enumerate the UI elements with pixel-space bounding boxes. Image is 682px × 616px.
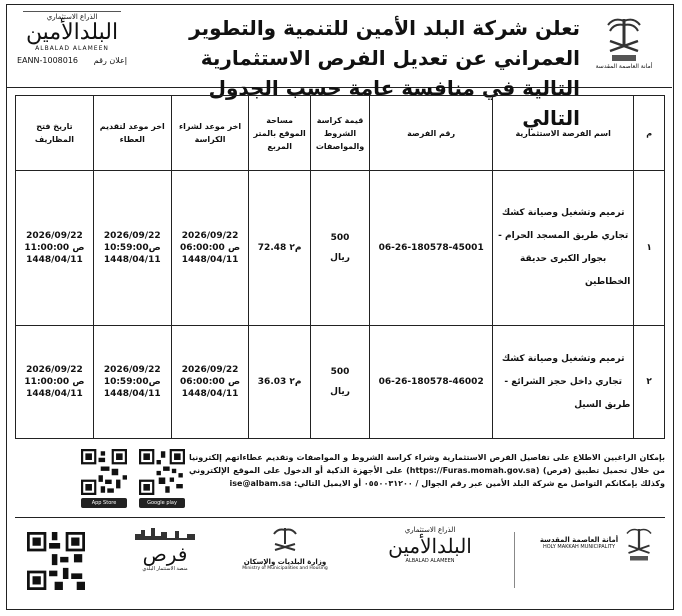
brand-latin: ALBALAD ALAMEEN: [405, 558, 455, 564]
brand-logo: البلدالأمين: [25, 20, 119, 45]
time: 10:59:00ص: [103, 377, 161, 387]
makkah-name-en: HOLY MAKKAH MUNICIPALITY: [542, 544, 616, 550]
notice-section: [15, 443, 665, 513]
brand-latin: ALBALAD ALAMEEN: [35, 45, 109, 52]
col-name: اسم الفرصة الاستثمارية: [493, 96, 634, 171]
header: [7, 5, 672, 130]
col-buy-deadline: اخر موعد لشراء الكراسة: [171, 96, 249, 171]
time: 10:59:00ص: [103, 243, 161, 253]
site-area: 72.48 م٢: [249, 171, 310, 326]
brand-tag: الذراع الاستثماري: [23, 11, 121, 21]
brand-tag: الذراع الاستثماري: [404, 526, 456, 534]
row-index: ١: [634, 171, 665, 326]
opportunity-number: 06-26-180578-45001: [370, 171, 493, 326]
ministry-name-en: Ministry of Municipalities and Housing: [242, 566, 328, 571]
ref-label: إعلان رقم: [93, 56, 127, 65]
emblem-caption: أمانة العاصمة المقدسة: [595, 63, 653, 70]
col-price: قيمة كراسة الشروط والمواصفات: [310, 96, 369, 171]
col-opening-date: تاريخ فتح المظاريف: [16, 96, 94, 171]
date-hijri: 1448/04/11: [103, 255, 161, 265]
footer-ministry-logo: [235, 526, 335, 602]
site-area: 36.03 م٢: [249, 326, 310, 439]
time: 06:00:00 ص: [180, 377, 241, 387]
advertisement-frame: [6, 4, 674, 610]
announcement-ref: [17, 56, 127, 65]
google-play-badge[interactable]: Google play: [139, 498, 185, 508]
page-title: تعلن شركة البلد الأمين للتنمية والتطوير العمراني عن تعديل الفرص الاستثمارية التالية في منافسة عامة حسب الجدول التالي: [189, 16, 580, 130]
footer-logos: [15, 517, 665, 608]
date-gregorian: 2026/09/22: [26, 365, 83, 375]
date-hijri: 1448/04/11: [103, 389, 161, 399]
footer-makkah-logo: [535, 526, 655, 602]
date-hijri: 1448/04/11: [181, 255, 239, 265]
ministry-name-ar: وزارة البلديات والإسكان: [243, 558, 327, 566]
app-qr-codes: [81, 449, 191, 509]
date-hijri: 1448/04/11: [26, 255, 83, 265]
palm-swords-icon: [604, 15, 644, 63]
furas-name: فرص: [142, 542, 188, 566]
bid-deadline: [93, 171, 171, 326]
bid-deadline: [93, 326, 171, 439]
date-gregorian: 2026/09/22: [103, 231, 161, 241]
ministry-emblem-icon: [270, 526, 300, 556]
col-area: مساحة الموقع بالمتر المربع: [249, 96, 310, 171]
opening-date: [16, 326, 94, 439]
makkah-name-ar: أمانة العاصمة المقدسة: [539, 536, 619, 544]
footer-furas-logo: [125, 526, 205, 602]
app-store-badge[interactable]: App Store: [81, 498, 127, 508]
makkah-emblem: [592, 15, 656, 81]
col-number: رقم الفرصة: [370, 96, 493, 171]
opening-date: [16, 171, 94, 326]
skyline-icon: [135, 526, 195, 540]
opportunities-table: [15, 95, 665, 439]
buy-deadline: [171, 171, 249, 326]
footer-albalad-logo: [375, 526, 485, 602]
time: 11:00:00 ص: [24, 377, 85, 387]
date-hijri: 1448/04/11: [26, 389, 83, 399]
buy-deadline: [171, 326, 249, 439]
opportunity-number: 06-26-180578-46002: [370, 326, 493, 439]
date-gregorian: 2026/09/22: [181, 365, 239, 375]
date-gregorian: 2026/09/22: [181, 231, 239, 241]
booklet-price: [310, 326, 369, 439]
booklet-price: [310, 171, 369, 326]
table-row: [16, 171, 665, 326]
time: 11:00:00 ص: [24, 243, 85, 253]
ref-number: EANN-1008016: [17, 56, 79, 65]
price-unit: ريال: [330, 387, 350, 397]
opportunity-name: ترميم وتشغيل وصيانة كشك تجاري داخل حجز الشرائع - طريق السيل: [493, 326, 634, 439]
qr-code-icon[interactable]: [81, 449, 127, 495]
table-header-row: [16, 96, 665, 171]
date-gregorian: 2026/09/22: [103, 365, 161, 375]
price-value: 500: [330, 233, 350, 243]
row-index: ٢: [634, 326, 665, 439]
albalad-brand: [17, 11, 127, 83]
price-unit: ريال: [330, 253, 350, 263]
price-value: 500: [330, 367, 350, 377]
opportunity-name: ترميم وتشغيل وصيانة كشك تجاري طريق المسجد الحرام - بجوار الكبرى حديقة الخطاطين: [493, 171, 634, 326]
col-index: م: [634, 96, 665, 171]
table-row: [16, 326, 665, 439]
date-gregorian: 2026/09/22: [26, 231, 83, 241]
notice-text: بإمكان الراغبين الاطلاع على تفاصيل الفرص الاستثمارية وشراء كراسة الشروط و المواصفات وتقديم عطاءاتهم إلكترونيا من خلال تحميل تطبيق (فرص) (https://Furas.momah.gov.sa) على الأجهزة الذكية أو الدخول على الموقع الإلكتروني وكذلك بإمكانكم التواصل مع شركة البلد الأمين عبر رقم الجوال / ٠٥٥٠٠٣١٢٠٠ أو الايميل التالي: ise@albam.sa: [189, 453, 666, 488]
qr-code-icon[interactable]: [139, 449, 185, 495]
date-hijri: 1448/04/11: [181, 389, 239, 399]
palm-swords-icon: [623, 526, 655, 562]
time: 06:00:00 ص: [180, 243, 241, 253]
qr-code-icon[interactable]: [27, 532, 85, 590]
col-bid-deadline: اخر موعد لتقديم العطاء: [93, 96, 171, 171]
brand-logo: البلدالأمين: [388, 534, 472, 558]
divider: [514, 532, 515, 588]
furas-sub: منصة الاستثمار البلدي: [142, 566, 188, 572]
